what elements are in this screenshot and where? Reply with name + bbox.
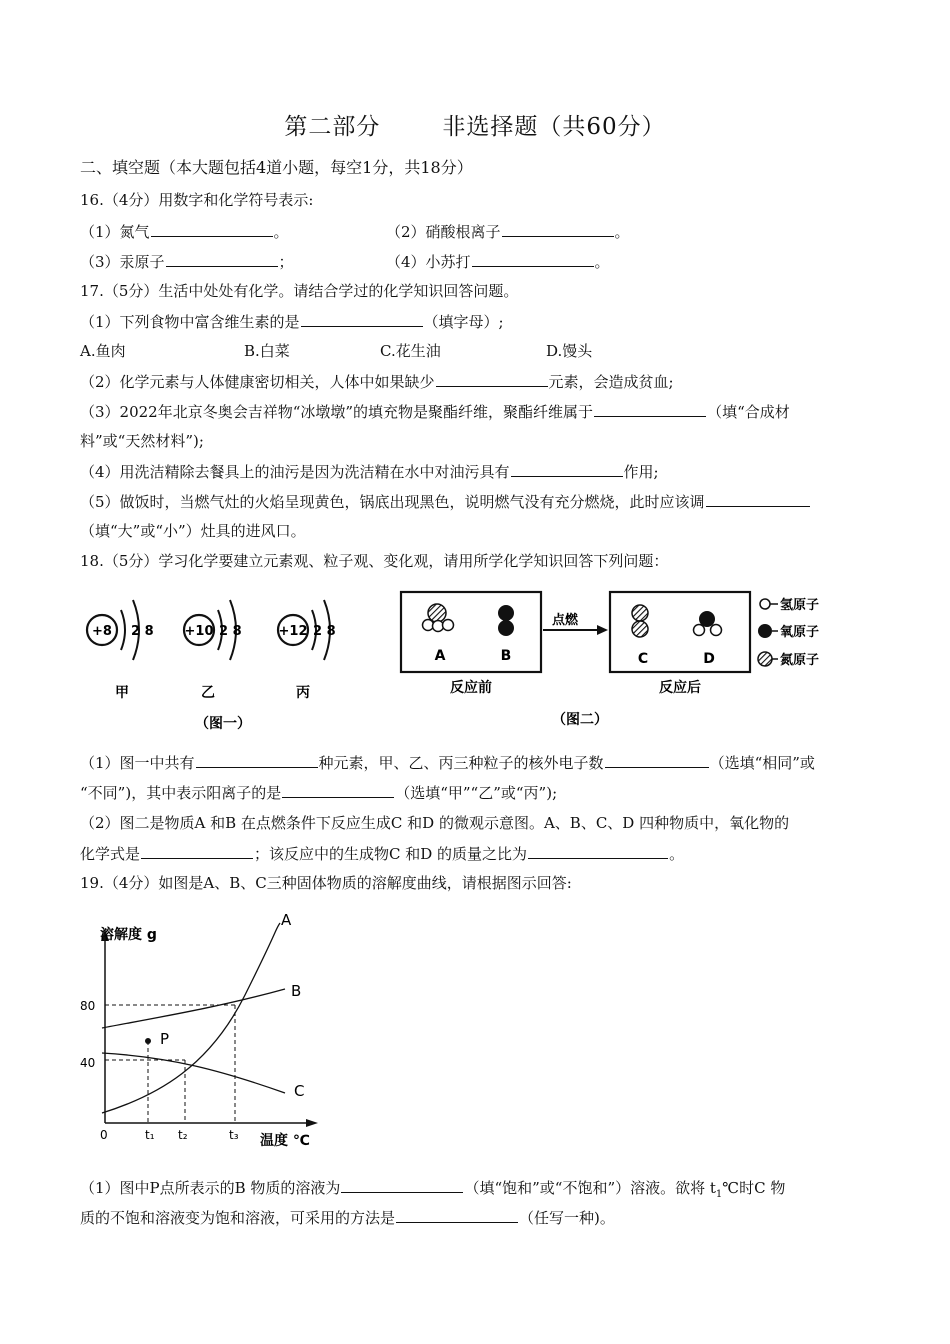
atom-label: 丙: [296, 685, 310, 701]
hydrogen-atom: [443, 620, 454, 631]
answer-blank[interactable]: [502, 221, 614, 237]
answer-blank[interactable]: [472, 251, 594, 267]
q16-item2: （2）硝酸根离子 。: [386, 223, 630, 241]
q17-opt-d: D.馒头: [546, 342, 593, 360]
nucleus-charge: +8: [92, 624, 112, 639]
answer-blank[interactable]: [605, 752, 709, 768]
y-tick-40: 40: [80, 1056, 96, 1070]
molecule-label: A: [434, 648, 446, 664]
molecule-label: B: [500, 648, 512, 664]
figure1-caption: （图一）: [195, 716, 251, 732]
answer-blank[interactable]: [706, 491, 810, 507]
answer-blank[interactable]: [396, 1207, 518, 1223]
shell-electrons: 2 8: [131, 624, 154, 639]
nitrogen-atom: [632, 621, 648, 637]
legend-oxygen-symbol: [758, 624, 772, 638]
answer-blank[interactable]: [341, 1177, 463, 1193]
q19-s1: （1）图中P点所表示的B 物质的溶液为 （填“饱和”或“不饱和”）溶液。欲将 $t_1℃$时C 物: [80, 1179, 786, 1200]
reaction-condition: 点燃: [551, 613, 579, 628]
atom-yi: [184, 600, 242, 701]
q17-s5-cont: （填“大”或“小”）灶具的进风口。: [80, 522, 306, 540]
section-heading: 二、填空题（本大题包括4道小题，每空1分，共18分）: [80, 158, 473, 177]
q17-s3-cont: 料”或“天然材料”);: [80, 432, 204, 450]
x-tick-t3: t₃: [229, 1128, 239, 1142]
answer-blank[interactable]: [141, 843, 253, 859]
answer-blank[interactable]: [511, 461, 623, 477]
nucleus-charge: +10: [184, 624, 214, 639]
y-tick-80: 80: [80, 999, 96, 1013]
q19-s1-cont: 质的不饱和溶液变为饱和溶液，可采用的方法是 （任写一种)。: [80, 1209, 615, 1227]
legend-oxygen: 氧原子: [780, 625, 820, 640]
part-label: 第二部分: [284, 114, 381, 140]
y-axis-label: 溶解度 g: [100, 927, 157, 943]
curve-b: [102, 989, 285, 1028]
solubility-chart: [70, 905, 330, 1155]
hydrogen-atom: [711, 625, 722, 636]
atom-jia: [87, 600, 154, 701]
curve-a-label: A: [281, 911, 292, 929]
answer-blank[interactable]: [151, 221, 273, 237]
hydrogen-atom: [694, 625, 705, 636]
curve-a: [102, 923, 280, 1113]
q17-s5: （5）做饭时，当燃气灶的火焰呈现黄色，锅底出现黑色，说明燃气没有充分燃烧，此时应该调: [80, 491, 811, 512]
atom-bing: [278, 600, 336, 701]
molecule-label: C: [637, 651, 649, 667]
q16-item1: （1）氮气 。: [80, 223, 289, 241]
point-p: [145, 1038, 151, 1044]
molecule-label: D: [703, 651, 715, 667]
oxygen-atom: [498, 620, 514, 636]
shell-arc: [121, 610, 125, 650]
x-tick-0: 0: [100, 1128, 108, 1142]
legend-nitrogen: 氮原子: [780, 653, 820, 668]
q17-opt-c: C.花生油: [380, 342, 441, 360]
q18-s2-cont: 化学式是 ；该反应中的生成物C 和D 的质量之比为 。: [80, 845, 685, 863]
point-p-label: P: [160, 1030, 170, 1048]
q17-s4: （4）用洗洁精除去餐具上的油污是因为洗洁精在水中对油污具有 作用;: [80, 463, 659, 481]
q17-opt-a: A.鱼肉: [80, 342, 126, 360]
q17-opt-b: B.白菜: [244, 342, 290, 360]
after-label: 反应后: [659, 680, 701, 696]
q17-s1: （1）下列食物中富含维生素的是 （填字母）;: [80, 313, 504, 331]
q17-stem: 17.（5分）生活中处处有化学。请结合学过的化学知识回答问题。: [80, 282, 519, 300]
q16-item4: （4）小苏打 。: [386, 253, 610, 271]
legend-nitrogen-symbol: [758, 652, 772, 666]
x-tick-t1: t₁: [145, 1128, 155, 1142]
q18-s1: （1）图一中共有 种元素，甲、乙、丙三种粒子的核外电子数 （选填“相同”或: [80, 754, 815, 772]
q18-s1-cont: “不同”)，其中表示阳离子的是 （选填“甲”“乙”或“丙”);: [80, 784, 558, 802]
legend-hydrogen: 氢原子: [780, 598, 820, 613]
legend-hydrogen-symbol: [760, 599, 770, 609]
curve-b-label: B: [291, 982, 302, 1000]
nitrogen-atom: [632, 605, 648, 621]
nucleus-charge: +12: [278, 624, 308, 639]
oxygen-atom: [498, 605, 514, 621]
before-box: [401, 592, 541, 672]
shell-electrons: 2 8: [219, 624, 242, 639]
x-tick-t2: t₂: [178, 1128, 188, 1142]
q17-s2: （2）化学元素与人体健康密切相关，人体中如果缺少 元素，会造成贫血;: [80, 373, 674, 391]
answer-blank[interactable]: [594, 401, 706, 417]
answer-blank[interactable]: [166, 251, 278, 267]
q17-s3: （3）2022年北京冬奥会吉祥物“冰墩墩”的填充物是聚酯纤维，聚酯纤维属于 （填“合成材: [80, 403, 790, 421]
x-axis-label: 温度 ℃: [260, 1133, 310, 1149]
curve-c: [102, 1053, 285, 1093]
q16-stem: 16.（4分）用数字和化学符号表示:: [80, 191, 314, 209]
after-box: [610, 592, 750, 672]
q16-item3: （3）汞原子 ；: [80, 253, 294, 271]
curve-c-label: C: [294, 1082, 305, 1100]
figure2-caption: （图二）: [552, 712, 608, 728]
answer-blank[interactable]: [301, 311, 423, 327]
answer-blank[interactable]: [528, 843, 668, 859]
arrow-head: [597, 625, 608, 635]
answer-blank[interactable]: [196, 752, 318, 768]
q19-stem: 19.（4分）如图是A、B、C三种固体物质的溶解度曲线，请根据图示回答:: [80, 874, 572, 892]
shell-electrons: 2 8: [313, 624, 336, 639]
nitrogen-atom: [428, 604, 446, 622]
answer-blank[interactable]: [282, 782, 394, 798]
q18-s2: （2）图二是物质A 和B 在点燃条件下反应生成C 和D 的微观示意图。A、B、C、D 四种物质中，氧化物的: [80, 814, 790, 832]
x-axis-arrow: [306, 1119, 318, 1127]
answer-blank[interactable]: [436, 371, 548, 387]
part-name: 非选择题（共60分）: [442, 114, 666, 140]
atom-label: 甲: [115, 685, 129, 701]
q18-figures: [75, 580, 875, 740]
q18-stem: 18.（5分）学习化学要建立元素观、粒子观、变化观，请用所学化学知识回答下列问题：: [80, 552, 669, 570]
atom-label: 乙: [201, 685, 215, 701]
before-label: 反应前: [450, 680, 492, 696]
page-title: [0, 108, 950, 141]
